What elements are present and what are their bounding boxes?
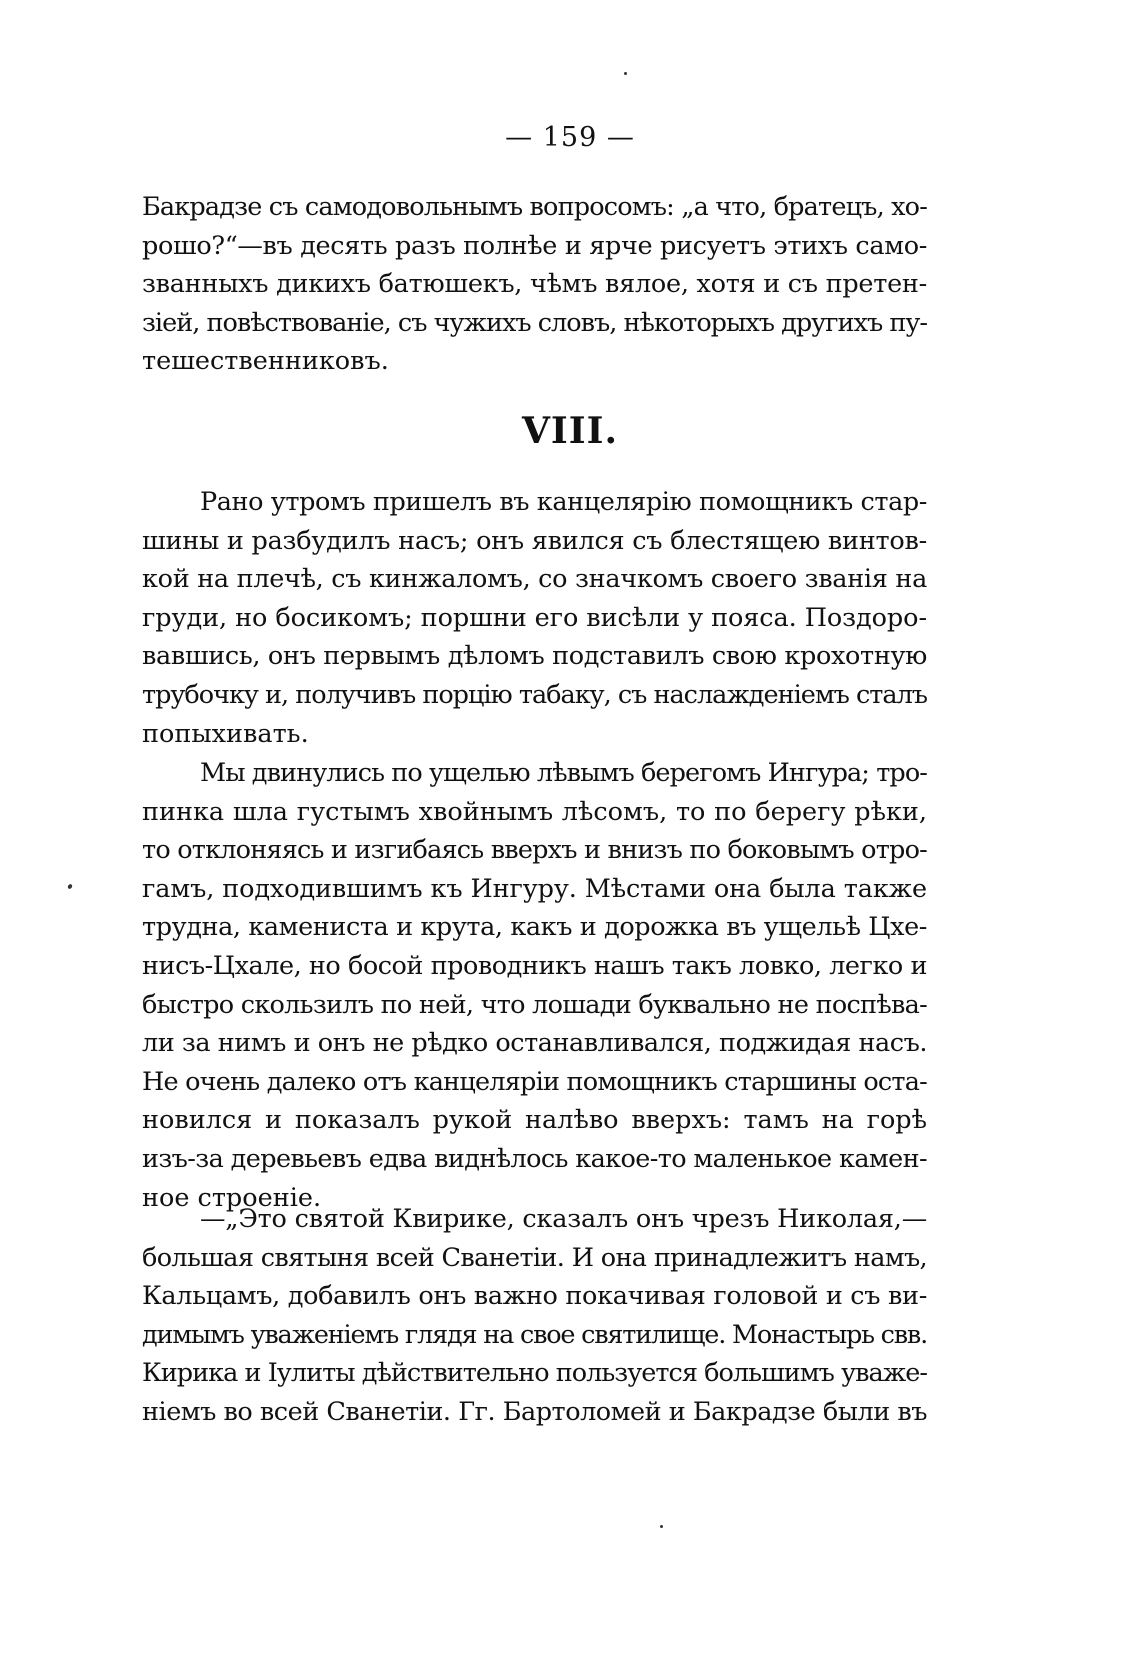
text-line: быстро скользилъ по ней, что лошади буквально не поспѣва- — [142, 989, 927, 1020]
scan-speck — [67, 883, 73, 889]
text-line: кой на плечѣ, съ кинжаломъ, со значкомъ своего званія на — [142, 564, 927, 595]
text-line: —„Это святой Квирике, сказалъ онъ чрезъ Николая,— — [200, 1204, 927, 1234]
text-line: ніемъ во всей Сванетіи. Гг. Бартоломей и Бакрадзе были въ — [142, 1396, 927, 1427]
text-line: трубочку и, получивъ порцію табаку, съ наслажденіемъ сталъ — [142, 679, 927, 710]
text-line: пинка шла густымъ хвойнымъ лѣсомъ, то по берегу рѣки, — [142, 796, 927, 827]
text-line: вавшись, онъ первымъ дѣломъ подставилъ свою крохотную — [142, 641, 927, 672]
chapter-heading: VIII. — [522, 410, 618, 452]
text-line: ное строеніе. — [142, 1182, 322, 1213]
text-line: рошо?“—въ десять разъ полнѣе и ярче рисуетъ этихъ само- — [142, 230, 927, 261]
text-line: Рано утромъ пришелъ въ канцелярію помощникъ стар- — [200, 487, 927, 517]
text-line: димымъ уваженіемъ глядя на свое святилище. Монастырь свв. — [142, 1319, 927, 1350]
text-line: Бакрадзе съ самодовольнымъ вопросомъ: „а что, братецъ, хо- — [142, 192, 927, 222]
text-line: новился и показалъ рукой налѣво вверхъ: тамъ на горѣ — [142, 1105, 927, 1136]
text-line: большая святыня всей Сванетіи. И она принадлежитъ намъ, — [142, 1242, 927, 1273]
text-line: груди, но босикомъ; поршни его висѣли у пояса. Поздоро- — [142, 602, 927, 633]
scan-speck — [624, 72, 627, 75]
text-line: Кальцамъ, добавилъ онъ важно покачивая головой и съ ви- — [142, 1281, 927, 1312]
text-line: трудна, камениста и крута, какъ и дорожка въ ущельѣ Цхе- — [142, 912, 927, 943]
text-line: Кирика и Іулиты дѣйствительно пользуется большимъ уваже- — [142, 1358, 927, 1389]
text-line: зіей, повѣствованіе, съ чужихъ словъ, нѣкоторыхъ другихъ пу- — [142, 307, 927, 338]
text-line: Не очень далеко отъ канцеляріи помощникъ старшины оста- — [142, 1066, 927, 1097]
paragraph — [142, 754, 927, 1217]
text-line: шины и разбудилъ насъ; онъ явился съ блестящею винтов- — [142, 525, 927, 556]
scan-speck — [660, 1525, 663, 1528]
text-line: Мы двинулись по ущелью лѣвымъ берегомъ Ингура; тро- — [200, 758, 927, 788]
text-line: изъ-за деревьевъ едва виднѣлось какое-то маленькое камен- — [142, 1143, 927, 1174]
text-line: попыхивать. — [142, 718, 309, 749]
paragraph-continuation — [142, 188, 927, 381]
paragraph — [142, 483, 927, 753]
text-line: гамъ, подходившимъ къ Ингуру. Мѣстами она была также — [142, 873, 928, 904]
text-line: званныхъ дикихъ батюшекъ, чѣмъ вялое, хотя и съ претен- — [142, 269, 927, 300]
text-line: нисъ-Цхале, но босой проводникъ нашъ такъ ловко, легко и — [142, 950, 927, 981]
paragraph — [142, 1200, 927, 1432]
text-line: тешественниковъ. — [142, 346, 389, 377]
page-number: — 159 — — [505, 122, 635, 153]
text-line: то отклоняясь и изгибаясь вверхъ и внизъ по боковымъ отро- — [142, 835, 927, 866]
text-line: ли за нимъ и онъ не рѣдко останавливался, поджидая насъ. — [142, 1028, 927, 1059]
